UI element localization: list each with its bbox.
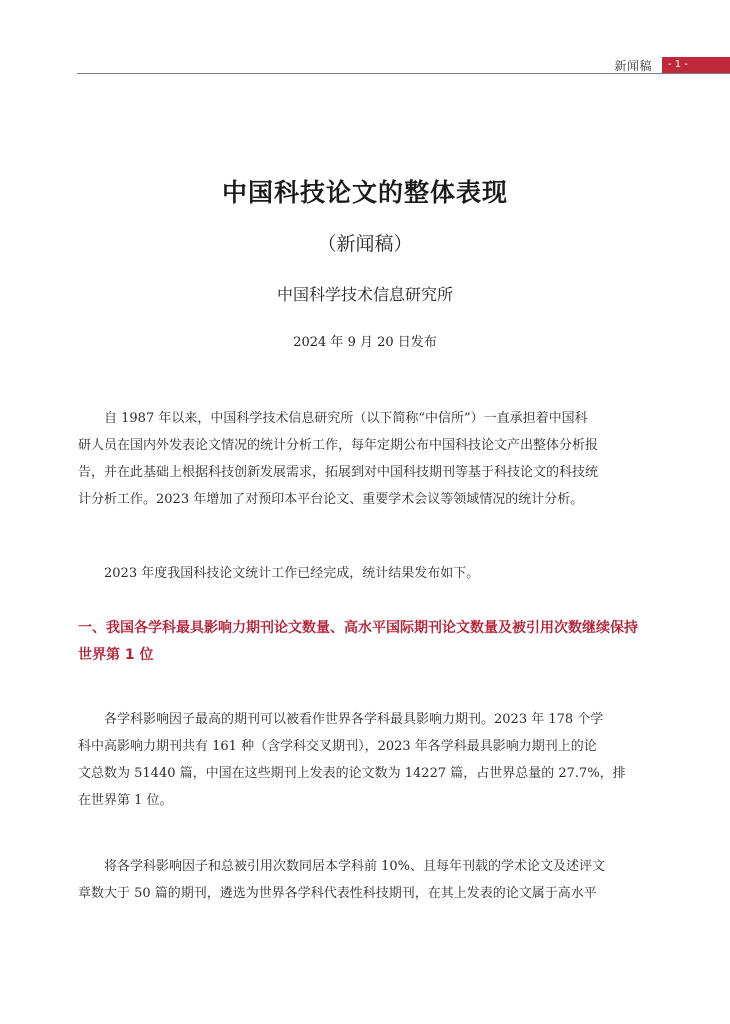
paragraph-influential-journals [78, 706, 660, 814]
paragraph-line: 将各学科影响因子和总被引用次数同居本学科前 10%、且每年刊载的学术论文及述评文 [104, 859, 606, 874]
paragraph-line: 2023 年度我国科技论文统计工作已经完成，统计结果发布如下。 [104, 566, 480, 581]
header-label: 新闻稿 [614, 59, 652, 73]
paragraph-line: 章数大于 50 篇的期刊，遴选为世界各学科代表性科技期刊，在其上发表的论文属于高水平 [78, 886, 597, 901]
document-subtitle: （新闻稿） [317, 233, 413, 255]
paragraph-line: 告，并在此基础上根据科技创新发展需求，拓展到对中国科技期刊等基于科技论文的科技统 [78, 465, 599, 480]
paragraph-line: 在世界第 1 位。 [78, 793, 173, 808]
header-rule [77, 73, 730, 74]
release-date: 2024 年 9 月 20 日发布 [293, 335, 437, 350]
document-title: 中国科技论文的整体表现 [221, 178, 508, 207]
paragraph-line: 各学科影响因子最高的期刊可以被看作世界各学科最具影响力期刊。2023 年 178 个学 [104, 712, 604, 727]
page-number-badge: - 1 - [662, 57, 730, 73]
paragraph-line: 文总数为 51440 篇，中国在这些期刊上发表的论文数为 14227 篇，占世界总量的 27.7%，排 [78, 766, 626, 781]
paragraph-line: 计分析工作。2023 年增加了对预印本平台论文、重要学术会议等领域情况的统计分析。 [78, 492, 584, 507]
organization-name: 中国科学技术信息研究所 [276, 285, 453, 304]
paragraph-line: 科中高影响力期刊共有 161 种（含学科交叉期刊），2023 年各学科最具影响力期刊上的论 [78, 739, 597, 754]
paragraph-line: 自 1987 年以来，中国科学技术信息研究所（以下简称“中信所”）一直承担着中国科 [104, 411, 588, 426]
paragraph-representative-journals [78, 853, 660, 907]
section-heading-1 [78, 615, 660, 669]
paragraph-announcement [78, 560, 660, 587]
section-heading-line: 一、我国各学科最具影响力期刊论文数量、高水平国际期刊论文数量及被引用次数继续保持 [78, 620, 638, 636]
paragraph-intro [78, 405, 660, 513]
paragraph-line: 研人员在国内外发表论文情况的统计分析工作，每年定期公布中国科技论文产出整体分析报 [78, 438, 599, 453]
section-heading-line: 世界第 1 位 [78, 647, 154, 663]
